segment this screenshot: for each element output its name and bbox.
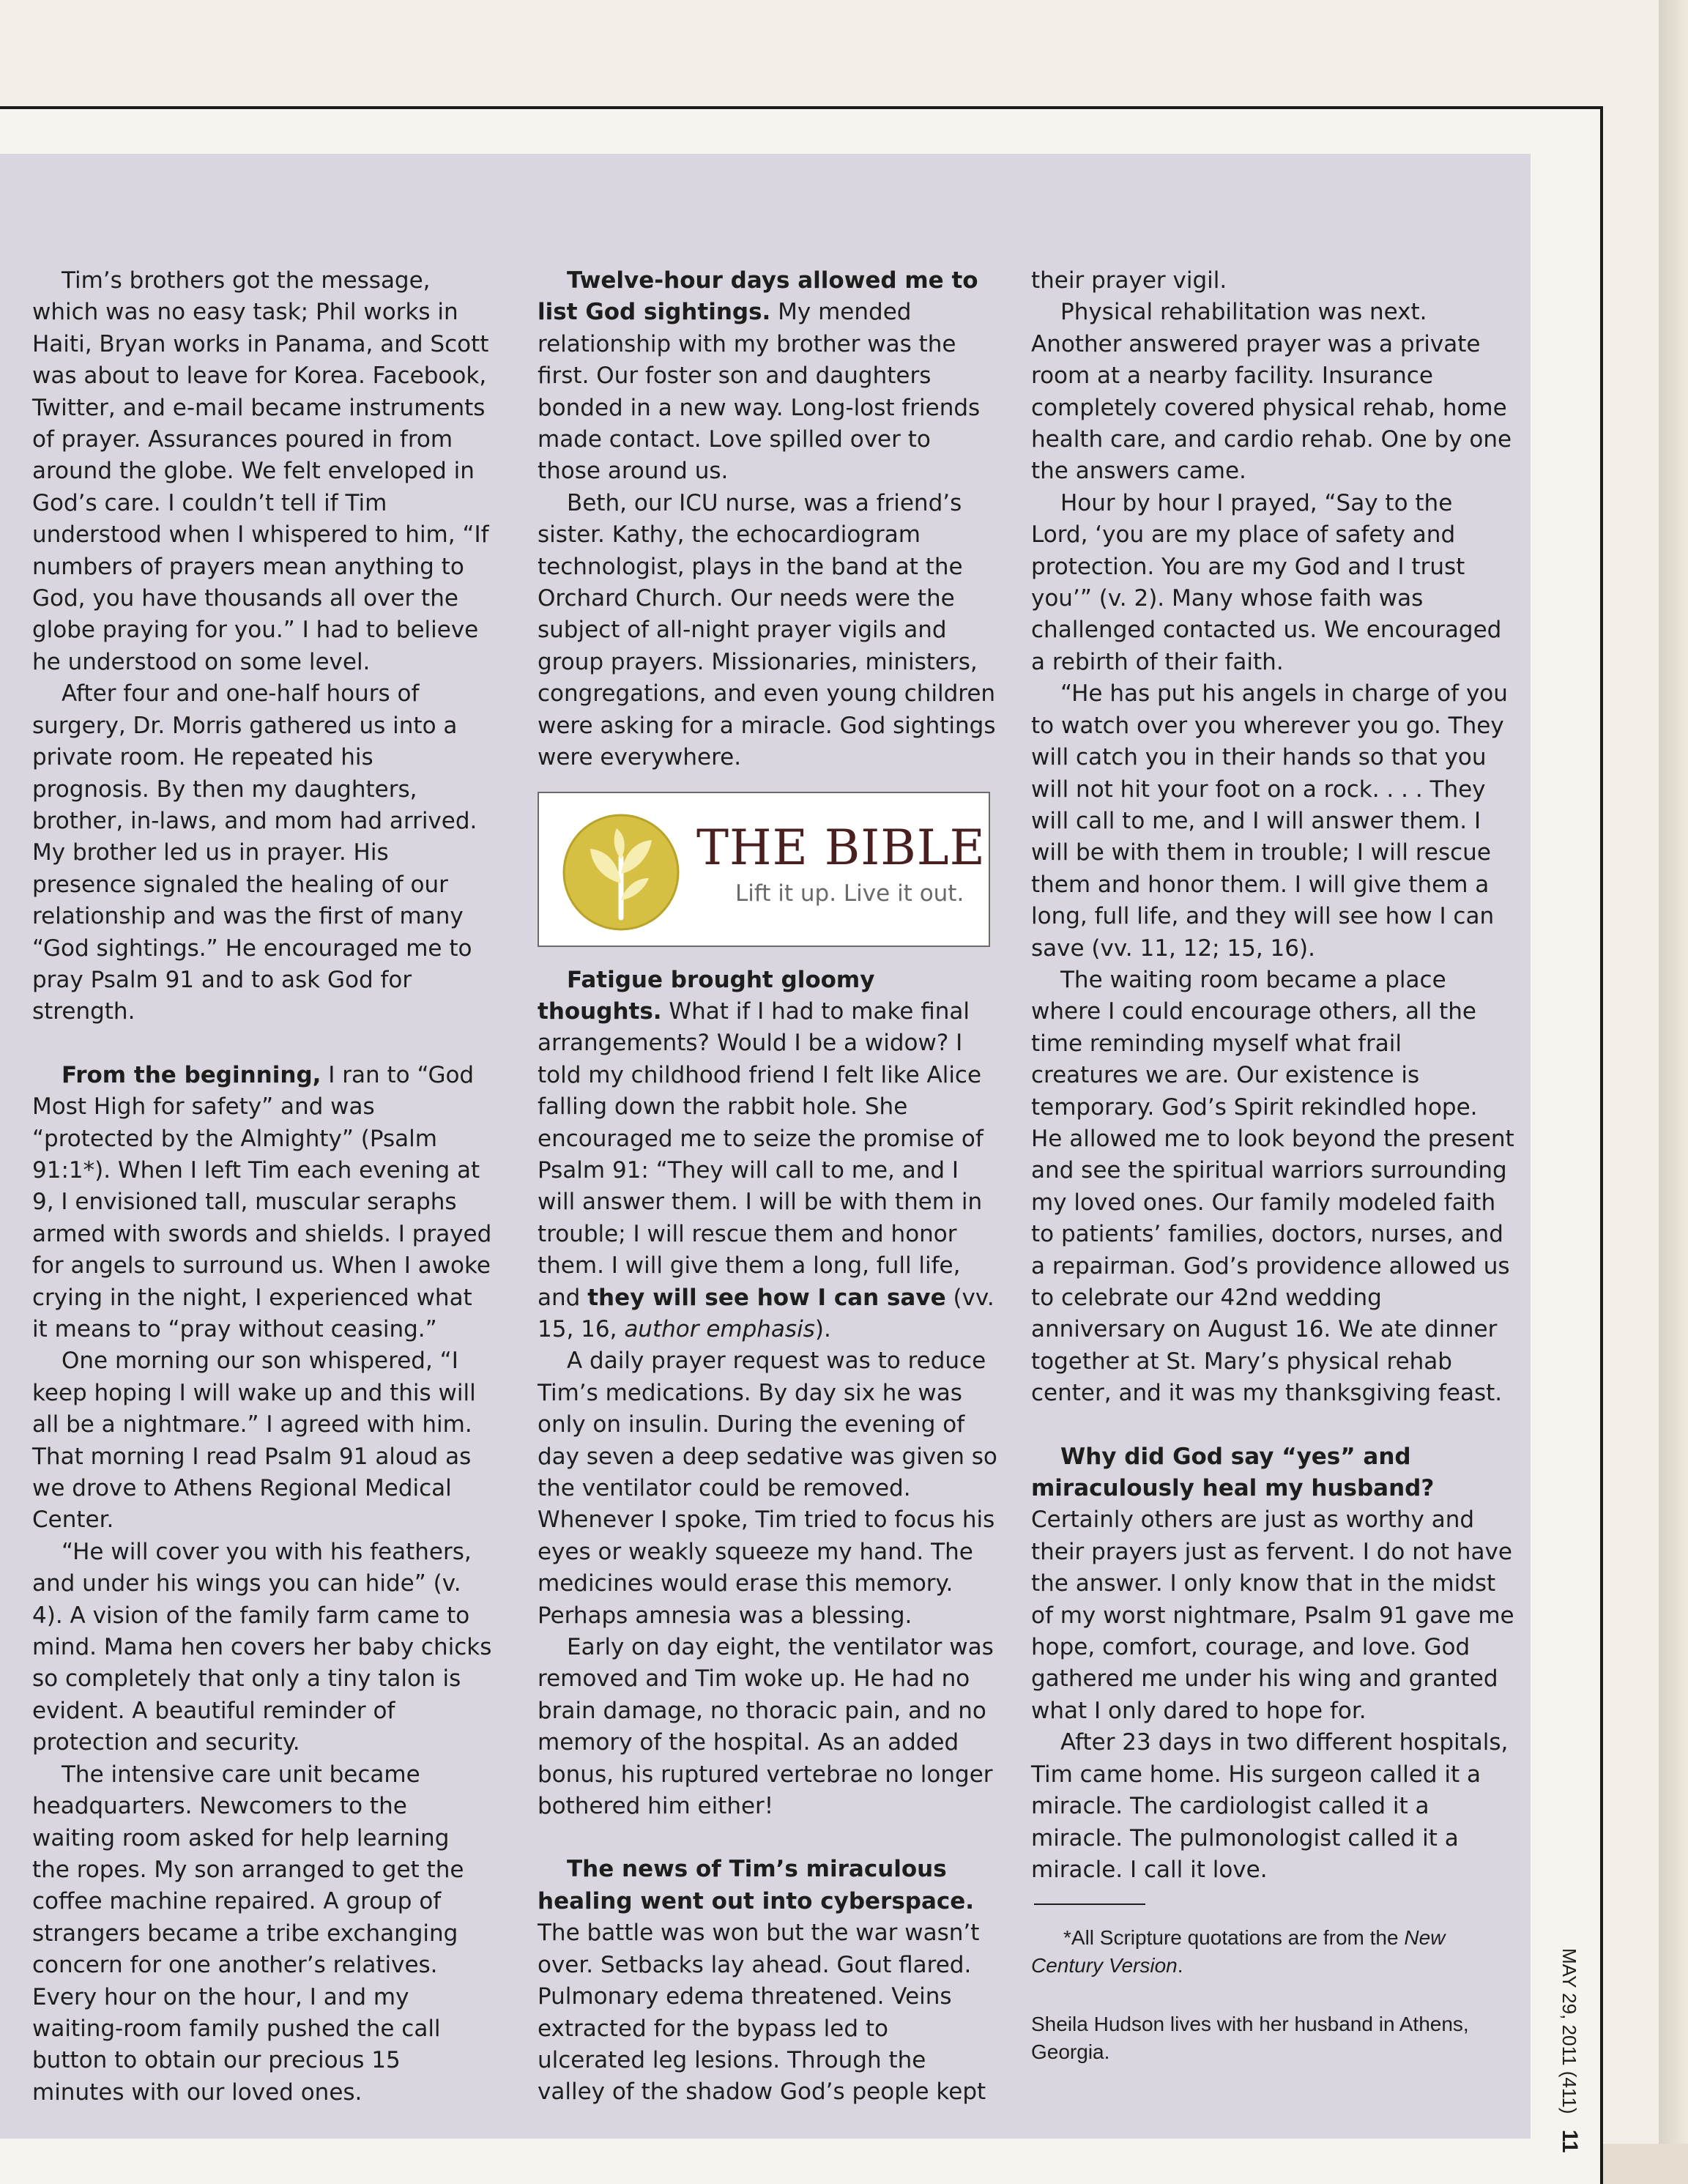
paragraph: their prayer vigil. xyxy=(1031,267,1227,294)
column-2 xyxy=(538,265,999,2109)
paragraph: Early on day eight, the ventilator was removed and Tim woke up. He had no brain damage, no thoracic pain, and no memory of the hospital. As an added bonus, his ruptured vertebrae no longer bothered him either! xyxy=(538,1634,994,1820)
folio-date: MAY 29, 2011 xyxy=(1558,1948,1580,2066)
page-edge xyxy=(1659,0,1688,2184)
lead-in: The news of Tim’s miraculous healing went out into cyberspace. xyxy=(538,1856,975,1914)
lead-in: From the beginning, xyxy=(62,1061,321,1088)
paragraph: “He will cover you with his feathers, and under his wings you can hide” (v. 4). A vision of the family farm came to mind. Mama hen covers her baby chicks so completely that only a tiny talon is evident. A beautiful reminder of protection and security. xyxy=(32,1538,492,1756)
paragraph: “He has put his angels in charge of you to watch over you wherever you go. They will catch you in their hands so that you will not hit your foot on a rock. . . . They will call to me, and I will answer them. I will be with them in trouble; I will rescue them and honor them. I will give them a long, full life, and they will see how I can save (vv. 11, 12; 15, 16). xyxy=(1031,680,1508,962)
paragraph: Beth, our ICU nurse, was a friend’s sister. Kathy, the echocardiogram technologist, plays in the band at the Orchard Church. Our needs were the subject of all-night prayer vigils and group prayers. Missionaries, ministers, congregations, and even young children were asking for a miracle. God sightings were everywhere. xyxy=(538,489,996,771)
the-bible-ad xyxy=(538,792,990,947)
paragraph: The news of Tim’s miraculous healing went out into cyberspace. The battle was won but the war wasn’t over. Setbacks lay ahead. Gout flared. Pulmonary edema threatened. Veins extracted for the bypass led to ulcerated leg lesions. Through the valley of the shadow God’s people kept xyxy=(538,1856,986,2106)
paragraph: Fatigue brought gloomy thoughts. What if I had to make final arrangements? Would I be a widow? I told my childhood friend I felt like Alice falling down the rabbit hole. She encouraged me to seize the promise of Psalm 91: “They will call to me, and I will answer them. I will be with them in trouble; I will rescue them and honor them. I will give them a long, full life, and they will see how I can save (vv. 15, 16, author emphasis). xyxy=(538,966,994,1342)
paragraph: The waiting room became a place where I could encourage others, all the time reminding myself what frail creatures we are. Our existence is temporary. God’s Spirit rekindled hope. He allowed me to look beyond the present and see the spiritual warriors surrounding my loved ones. Our family modeled faith to patients’ families, doctors, nurses, and a repairman. God’s providence allowed us to celebrate our 42nd wedding anniversary on August 16. We ate dinner together at St. Mary’s physical rehab center, and it was my thanksgiving feast. xyxy=(1031,966,1514,1407)
column-1 xyxy=(32,265,494,2109)
page-folio xyxy=(1557,1948,1582,2168)
leaf-logo-icon xyxy=(562,814,680,931)
paragraph: Twelve-hour days allowed me to list God sightings. My mended relationship with my brother was the first. Our foster son and daughters bonded in a new way. Long-lost friends made contact. Love spilled over to those around us. xyxy=(538,267,981,485)
paragraph: A daily prayer request was to reduce Tim’s medications. By day six he was only on insulin. During the evening of day seven a deep sedative was given so the ventilator could be removed. Whenever I spoke, Tim tried to focus his eyes or weakly squeeze my hand. The medicines would erase this memory. Perhaps amnesia was a blessing. xyxy=(538,1348,997,1629)
lead-in: Fatigue brought gloomy thoughts. xyxy=(538,966,875,1025)
paragraph: One morning our son whispered, “I keep hoping I will wake up and this will all be a nightmare.” I agreed with him. That morning I read Psalm 91 aloud as we drove to Athens Regional Medical Center. xyxy=(32,1348,476,1534)
paragraph: From the beginning, I ran to “God Most High for safety” and was “protected by the Almighty” (Psalm 91:1*). When I left Tim each evening at 9, I envisioned tall, muscular seraphs armed with swords and shields. I prayed for angels to surround us. When I awoke crying in the night, I experienced what it means to “pray without ceasing.” xyxy=(32,1061,492,1342)
paragraph: Hour by hour I prayed, “Say to the Lord, ‘you are my place of safety and protection. You are my God and I trust you’” (v. 2). Many whose faith was challenged contacted us. We encouraged a rebirth of their faith. xyxy=(1031,489,1502,675)
lead-in: Twelve-hour days allowed me to list God sightings. xyxy=(538,267,978,326)
author-bio: Sheila Hudson lives with her husband in Athens, Georgia. xyxy=(1031,2013,1469,2064)
paragraph: After 23 days in two different hospitals, Tim came home. His surgeon called it a miracle. The cardiologist called it a miracle. The pulmonologist called it a miracle. I call it love. xyxy=(1031,1729,1509,1883)
paragraph: Why did God say “yes” and miraculously heal my husband? Certainly others are just as worthy and their prayers just as fervent. I do not have the answer. I only know that in the midst of my worst nightmare, Psalm 91 gave me hope, comfort, courage, and love. God gathered me under his wing and granted what I only dared to hope for. xyxy=(1031,1443,1514,1724)
ad-tagline: Lift it up. Live it out. xyxy=(735,880,964,907)
lead-in: Why did God say “yes” and miraculously heal my husband? xyxy=(1031,1443,1435,1502)
footnote xyxy=(1031,1924,1514,1980)
page-number: 11 xyxy=(1558,2129,1582,2153)
paragraph: Physical rehabilitation was next. Another answered prayer was a private room at a nearby facility. Insurance completely covered physical rehab, home health care, and cardio rehab. One by one the answers came. xyxy=(1031,299,1512,485)
footnote-rule xyxy=(1034,1903,1145,1905)
paragraph: The intensive care unit became headquarters. Newcomers to the waiting room asked for help learning the ropes. My son arranged to get the coffee machine repaired. A group of strangers became a tribe exchanging concern for one another’s relatives. Every hour on the hour, I and my waiting-room family pushed the call button to obtain our precious 15 minutes with our loved ones. xyxy=(32,1761,464,2106)
ad-title: THE BIBLE xyxy=(696,819,986,876)
paragraph: Tim’s brothers got the message, which was no easy task; Phil works in Haiti, Bryan works in Panama, and Scott was about to leave for Korea. Facebook, Twitter, and e-mail became instruments of prayer. Assurances poured in from around the globe. We felt enveloped in God’s care. I couldn’t tell if Tim understood when I whispered to him, “If numbers of prayers mean anything to God, you have thousands all over the globe praying for you.” I had to believe he understood on some level. xyxy=(32,267,489,675)
paragraph: After four and one-half hours of surgery, Dr. Morris gathered us into a private room. He repeated his prognosis. By then my daughters, brother, in-laws, and mom had arrived. My brother led us in prayer. His presence signaled the healing of our relationship and was the first of many “God sightings.” He encouraged me to pray Psalm 91 and to ask God for strength. xyxy=(32,680,477,1025)
footnote-text: *All Scripture quotations are from the New Century Version. xyxy=(1031,1926,1446,1977)
folio-issue: (411) xyxy=(1558,2070,1580,2114)
column-3 xyxy=(1031,265,1514,2066)
